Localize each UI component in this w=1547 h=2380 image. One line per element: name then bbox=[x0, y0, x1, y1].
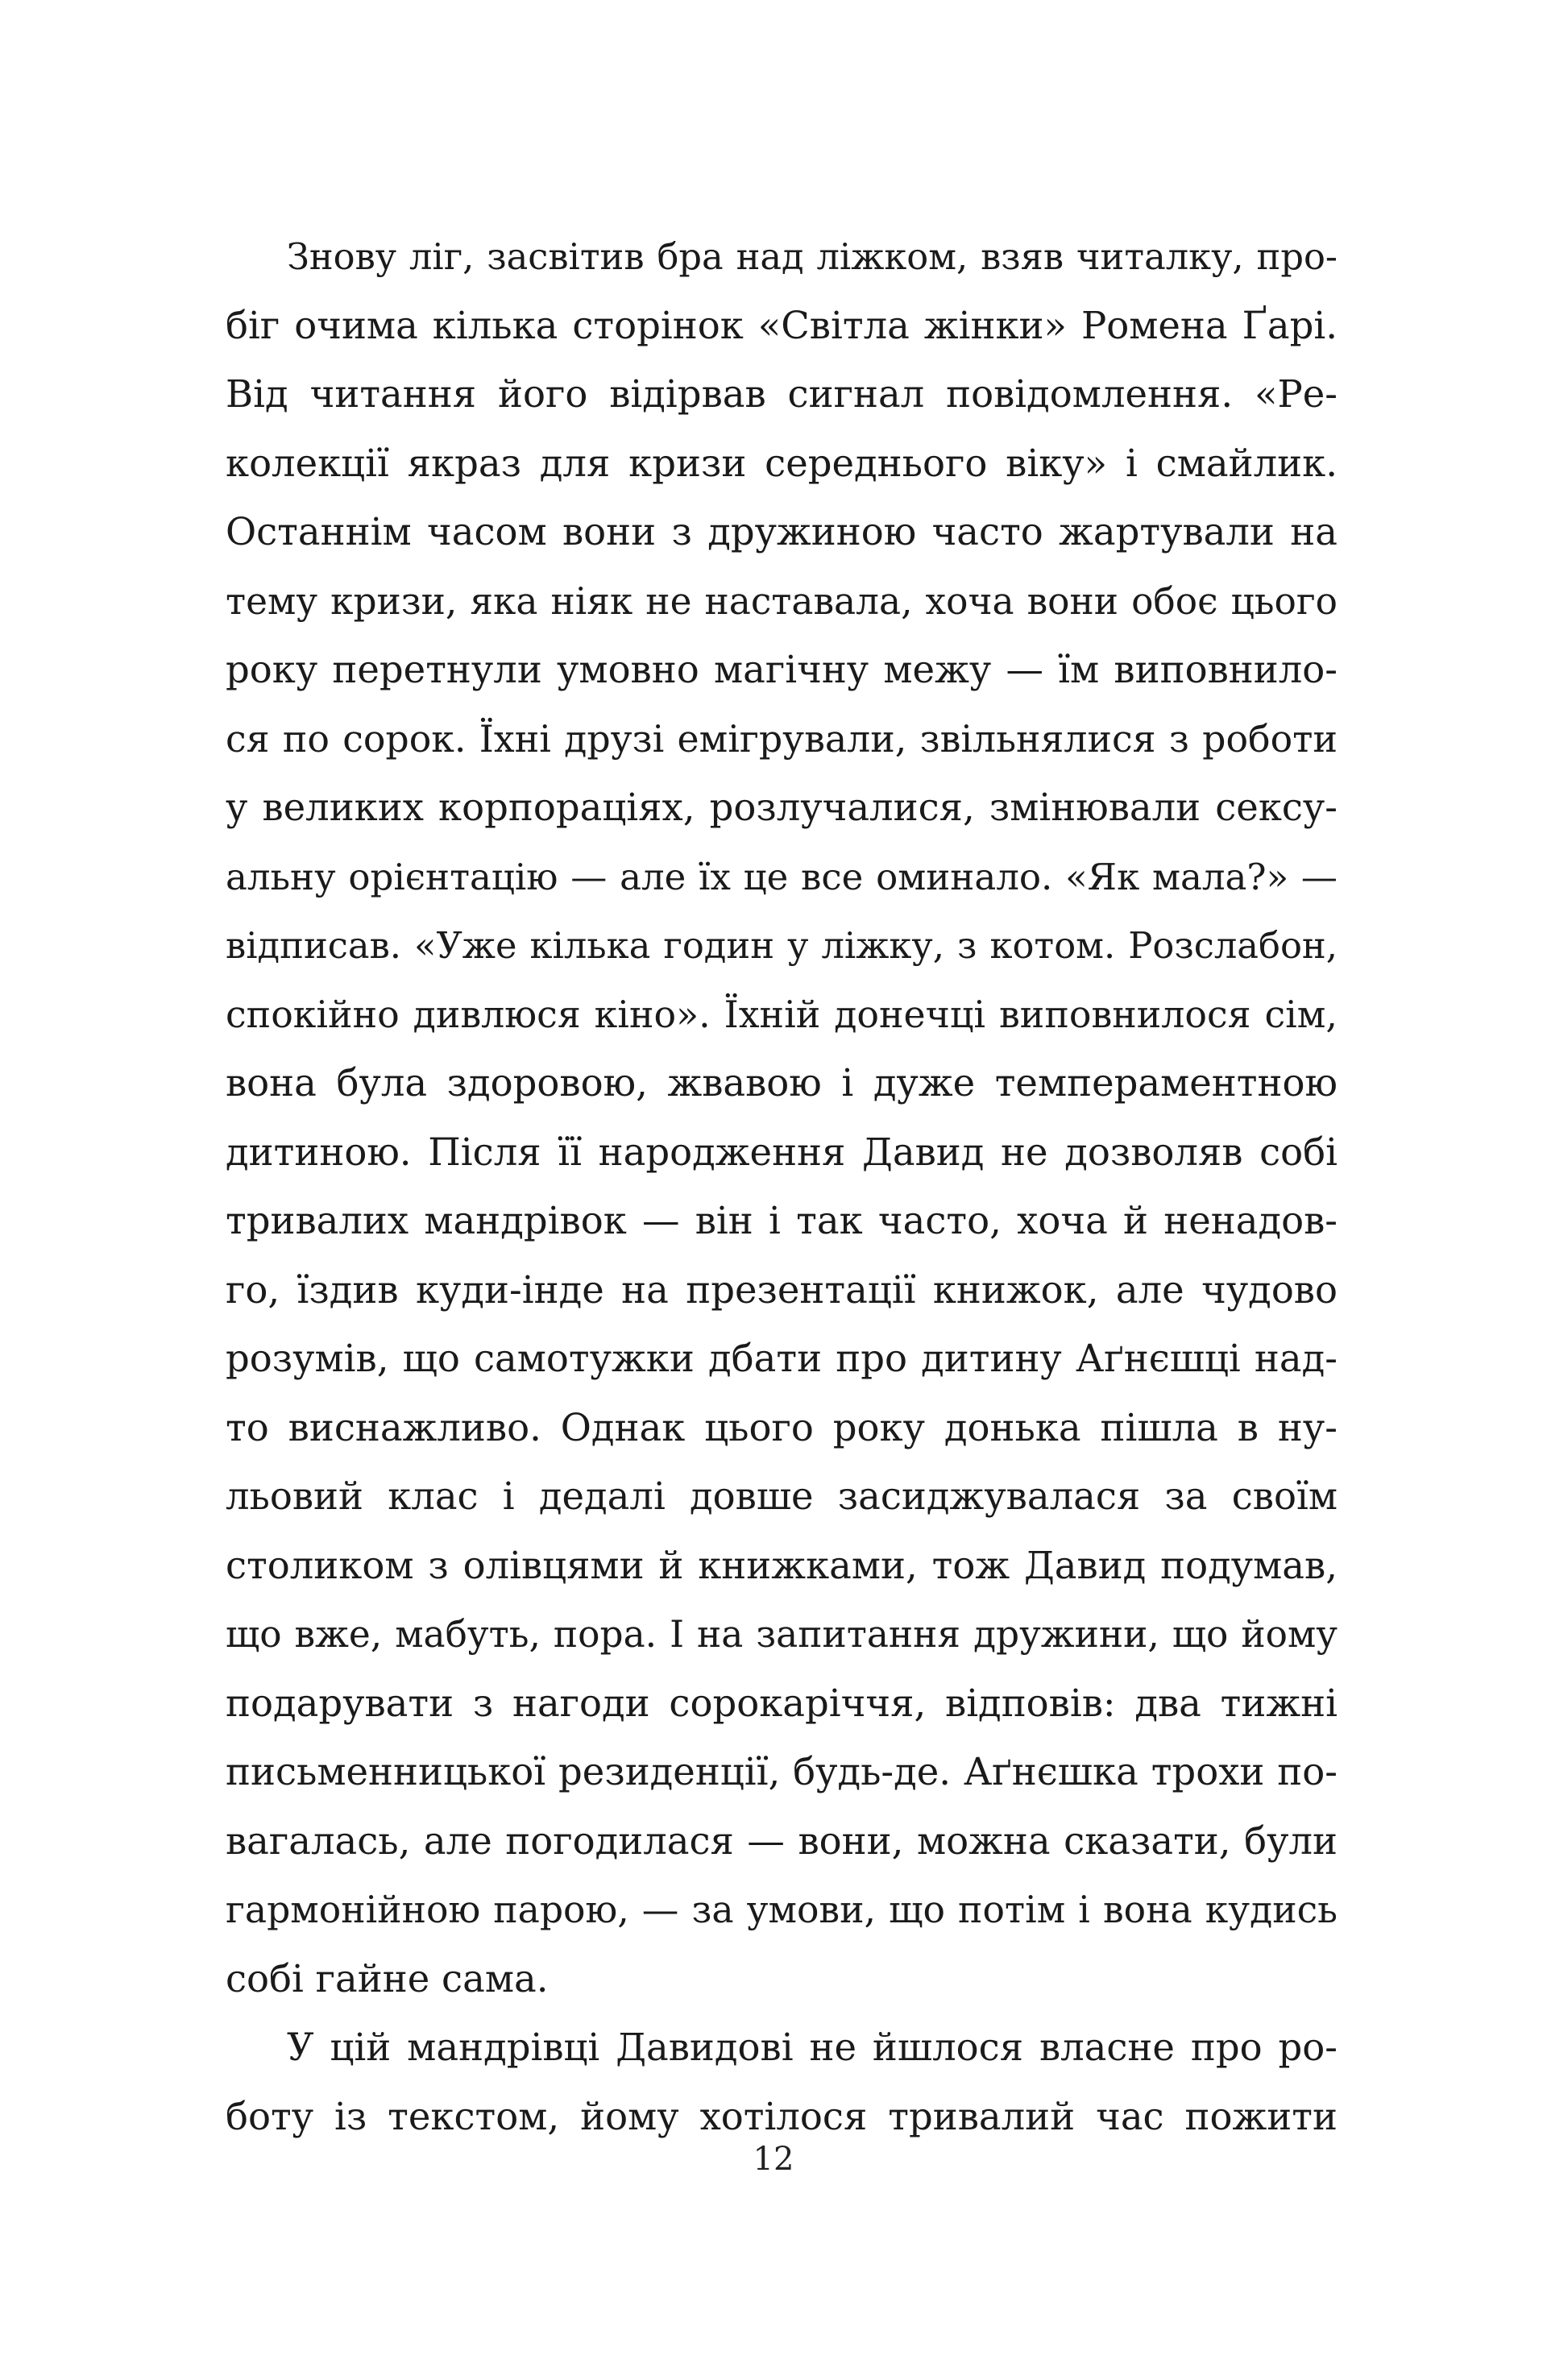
text-line: вона була здоровою, жвавою і дуже темпераментною bbox=[226, 1061, 1338, 1105]
page-number: 12 bbox=[753, 2141, 794, 2178]
text-line: подарувати з нагоди сорокаріччя, відповів: два тижні bbox=[226, 1681, 1338, 1725]
text-line: письменницької резиденції, будь-де. Аґнєшка трохи по- bbox=[226, 1750, 1338, 1793]
text-line: столиком з олівцями й книжками, тож Давид подумав, bbox=[226, 1543, 1338, 1587]
text-line: що вже, мабуть, пора. І на запитання дружини, що йому bbox=[226, 1613, 1338, 1656]
text-line: спокійно дивлюся кіно». Їхній донечці виповнилося сім, bbox=[226, 992, 1338, 1036]
text-line: вагалась, але погодилася — вони, можна сказати, були bbox=[226, 1818, 1338, 1863]
text-line: тривалих мандрівок — він і так часто, хоча й ненадов- bbox=[226, 1199, 1338, 1242]
text-line: біг очима кілька сторінок «Світла жінки» Ромена Ґарі. bbox=[226, 303, 1338, 347]
text-line: гармонійною парою, — за умови, що потім і вона кудись bbox=[226, 1889, 1338, 1931]
text-line: боту із текстом, йому хотілося тривалий час пожити bbox=[226, 2094, 1338, 2138]
text-line: відписав. «Уже кілька годин у ліжку, з котом. Розслабон, bbox=[226, 924, 1338, 967]
text-line: тему кризи, яка ніяк не наставала, хоча вони обоє цього bbox=[226, 579, 1338, 623]
text-line: дитиною. Після її народження Давид не дозволяв собі bbox=[226, 1130, 1338, 1174]
text-line: розумів, що самотужки дбати про дитину Аґнєшці над- bbox=[226, 1337, 1338, 1380]
text-line: льовий клас і дедалі довше засиджувалася за своїм bbox=[226, 1474, 1338, 1518]
text-line: колекції якраз для кризи середнього віку» і смайлик. bbox=[226, 441, 1338, 485]
text-line: то виснажливо. Однак цього року донька пішла в ну- bbox=[226, 1405, 1338, 1449]
text-line: Знову ліг, засвітив бра над ліжком, взяв читалку, про- bbox=[287, 235, 1338, 278]
body-text bbox=[226, 222, 1338, 2151]
text-line: У цій мандрівці Давидові не йшлося власне про ро- bbox=[287, 2025, 1338, 2069]
text-line: року перетнули умовно магічну межу — їм виповнило- bbox=[226, 648, 1338, 691]
text-line: го, їздив куди-інде на презентації книжок, але чудово bbox=[226, 1267, 1338, 1312]
text-line: у великих корпораціях, розлучалися, змінювали сексу- bbox=[226, 786, 1338, 829]
text-line: Останнім часом вони з дружиною часто жартували на bbox=[226, 510, 1338, 554]
text-line: собі гайне сама. bbox=[226, 1956, 549, 2001]
text-line: ся по сорок. Їхні друзі емігрували, звільнялися з роботи bbox=[226, 716, 1338, 761]
text-line: альну орієнтацію — але їх це все оминало. «Як мала?» — bbox=[226, 855, 1338, 898]
text-line: Від читання його відірвав сигнал повідомлення. «Ре- bbox=[226, 372, 1338, 416]
